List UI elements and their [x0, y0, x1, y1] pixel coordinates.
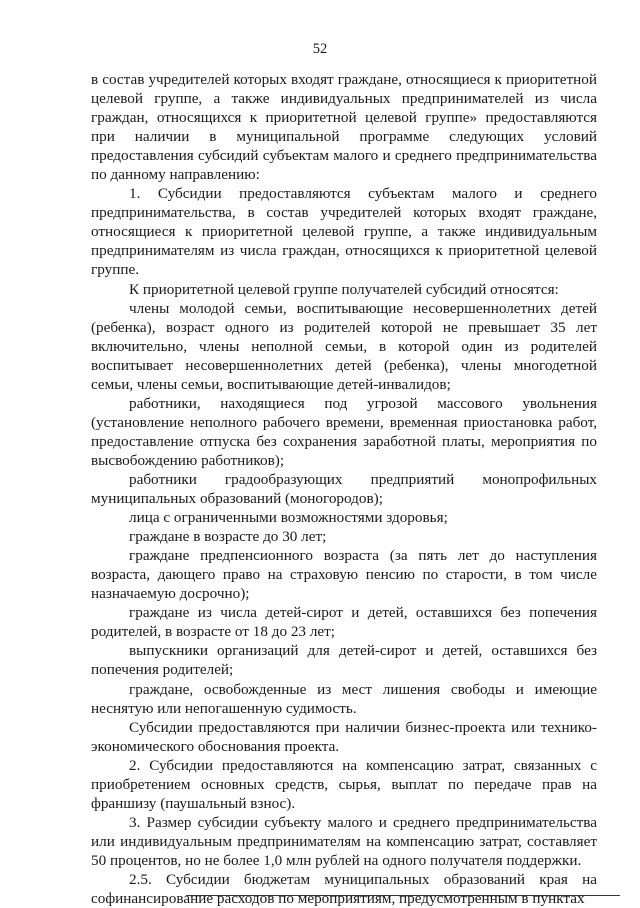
paragraph-intro: в состав учредителей которых входят граждане, относящиеся к приоритетной целевой группе, а также индивидуальных предпринимателей из числа граждан, относящихся к приоритетной целевой группе» предоставляются при наличии в муниципальной программе следующих условий предоставления субсидий субъектам малого и среднего предпринимательства по данному направлению:	[91, 71, 597, 184]
paragraph-under-30: граждане в возрасте до 30 лет;	[129, 528, 327, 546]
paragraph-item-1: 1. Субсидии предоставляются субъектам малого и среднего предпринимательства, в состав учредителей которых входят граждане, относящиеся к приоритетной целевой группе, а также индивидуальным предпринимателям из числа граждан, относящихся к приоритетной целевой группе.	[91, 185, 597, 279]
paragraph-young-families: члены молодой семьи, воспитывающие несовершеннолетних детей (ребенка), возраст одного из родителей которой не превышает 35 лет включительно, члены неполной семьи, в которой один из родителей воспитывает несовершеннолетних детей (ребенка), члены многодетной семьи, члены семьи, воспитывающие детей-инвалидов;	[91, 299, 597, 393]
paragraph-item-2: 2. Субсидии предоставляются на компенсацию затрат, связанных с приобретением основных средств, сырья, выплат по передаче прав на франшизу (паушальный взнос).	[91, 756, 597, 812]
paragraph-monotown-workers: работники градообразующих предприятий монопрофильных муниципальных образований (моногородов);	[91, 470, 597, 508]
paragraph-orphanage-graduates: выпускники организаций для детей-сирот и детей, оставшихся без попечения родителей;	[91, 642, 597, 679]
paragraph-orphans: граждане из числа детей-сирот и детей, оставшихся без попечения родителей, в возрасте от 18 до 23 лет;	[91, 604, 597, 641]
document-body	[91, 70, 597, 908]
paragraph-released-prisoners: граждане, освобожденные из мест лишения свободы и имеющие неснятую или непогашенную судимость.	[91, 680, 597, 717]
paragraph-layoff-workers: работники, находящиеся под угрозой массового увольнения (установление неполного рабочего времени, временная приостановка работ, предоставление отпуска без сохранения заработной платы, мероприятия по высвобождению работников);	[91, 394, 597, 469]
paragraph-target-group-heading: К приоритетной целевой группе получателей субсидий относятся:	[129, 280, 559, 298]
paragraph-business-project: Субсидии предоставляются при наличии бизнес-проекта или технико-экономического обоснования проекта.	[91, 718, 597, 755]
paragraph-disabled-persons: лица с ограниченными возможностями здоровья;	[129, 509, 448, 527]
page-number: 52	[312, 41, 328, 57]
paragraph-item-3: 3. Размер субсидии субъекту малого и среднего предпринимательства или индивидуальным предпринимателям на компенсацию затрат, составляет 50 процентов, но не более 1,0 млн рублей на одного получателя поддержки.	[91, 813, 597, 869]
paragraph-item-2-5: 2.5. Субсидии бюджетам муниципальных образований края на софинансирование расходов по мероприятиям, предусмотренным в пунктах	[91, 870, 597, 908]
bottom-divider	[186, 895, 620, 896]
paragraph-pre-retirement: граждане предпенсионного возраста (за пять лет до наступления возраста, дающего право на страховую пенсию по старости, в том числе назначаемую досрочно);	[91, 547, 597, 603]
